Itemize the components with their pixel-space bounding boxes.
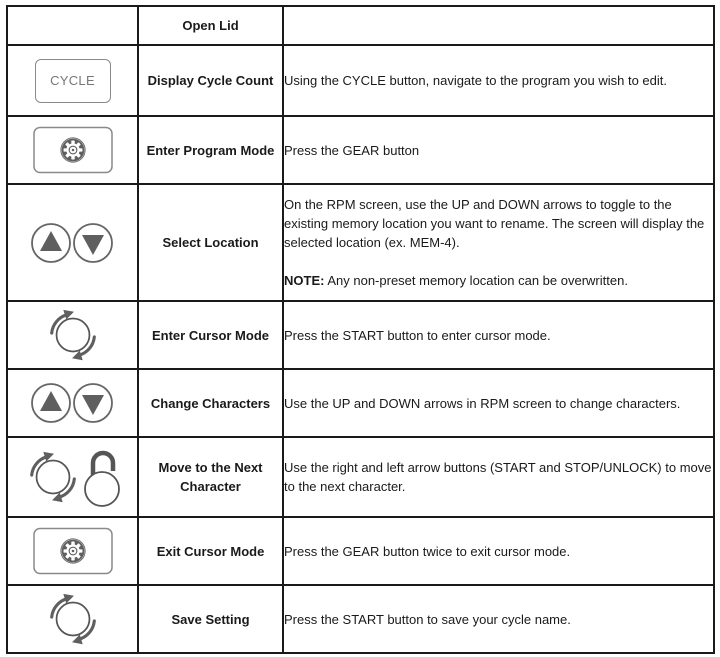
note-label: NOTE:	[284, 273, 325, 288]
step-name: Display Cycle Count	[138, 45, 283, 116]
step-name: Enter Program Mode	[138, 116, 283, 184]
start-cycle-icon	[42, 304, 104, 366]
step-description: Use the UP and DOWN arrows in RPM screen to change characters.	[283, 369, 714, 437]
step-name: Enter Cursor Mode	[138, 301, 283, 369]
step-description	[283, 6, 714, 45]
step-name: Select Location	[138, 184, 283, 301]
step-description: Press the GEAR button	[283, 116, 714, 184]
table-row	[7, 116, 714, 184]
step-name: Change Characters	[138, 369, 283, 437]
instruction-table	[6, 5, 715, 654]
step-description: Press the GEAR button twice to exit cursor mode.	[283, 517, 714, 585]
table-row	[7, 45, 714, 116]
table-row	[7, 517, 714, 585]
table-row	[7, 6, 714, 45]
icon-cell-empty	[7, 6, 138, 45]
table-row	[7, 369, 714, 437]
step-description: Use the right and left arrow buttons (START and STOP/UNLOCK) to move to the next character.	[283, 437, 714, 517]
table-row	[7, 437, 714, 517]
start-cycle-icon	[42, 588, 104, 650]
step-description: Press the START button to enter cursor mode.	[283, 301, 714, 369]
table-row	[7, 184, 714, 301]
note-text: Any non-preset memory location can be overwritten.	[324, 273, 628, 288]
step-name: Exit Cursor Mode	[138, 517, 283, 585]
table-row	[7, 585, 714, 653]
note	[284, 271, 713, 290]
step-description: On the RPM screen, use the UP and DOWN arrows to toggle to the existing memory location you want to rename. The screen will display the selected location (ex. MEM-4).	[284, 197, 705, 250]
step-description: Press the START button to save your cycle name.	[283, 585, 714, 653]
up-down-arrows-icon	[31, 382, 115, 424]
unlock-icon	[83, 445, 123, 509]
step-name: Open Lid	[138, 6, 283, 45]
step-name: Save Setting	[138, 585, 283, 653]
up-down-arrows-icon	[31, 222, 115, 264]
table-row	[7, 301, 714, 369]
step-name: Move to the Next Character	[138, 437, 283, 517]
cycle-button-icon: CYCLE	[35, 59, 111, 103]
gear-button-icon	[33, 126, 113, 174]
step-description: Using the CYCLE button, navigate to the program you wish to edit.	[283, 45, 714, 116]
gear-button-icon	[33, 527, 113, 575]
start-cycle-icon	[22, 446, 84, 508]
